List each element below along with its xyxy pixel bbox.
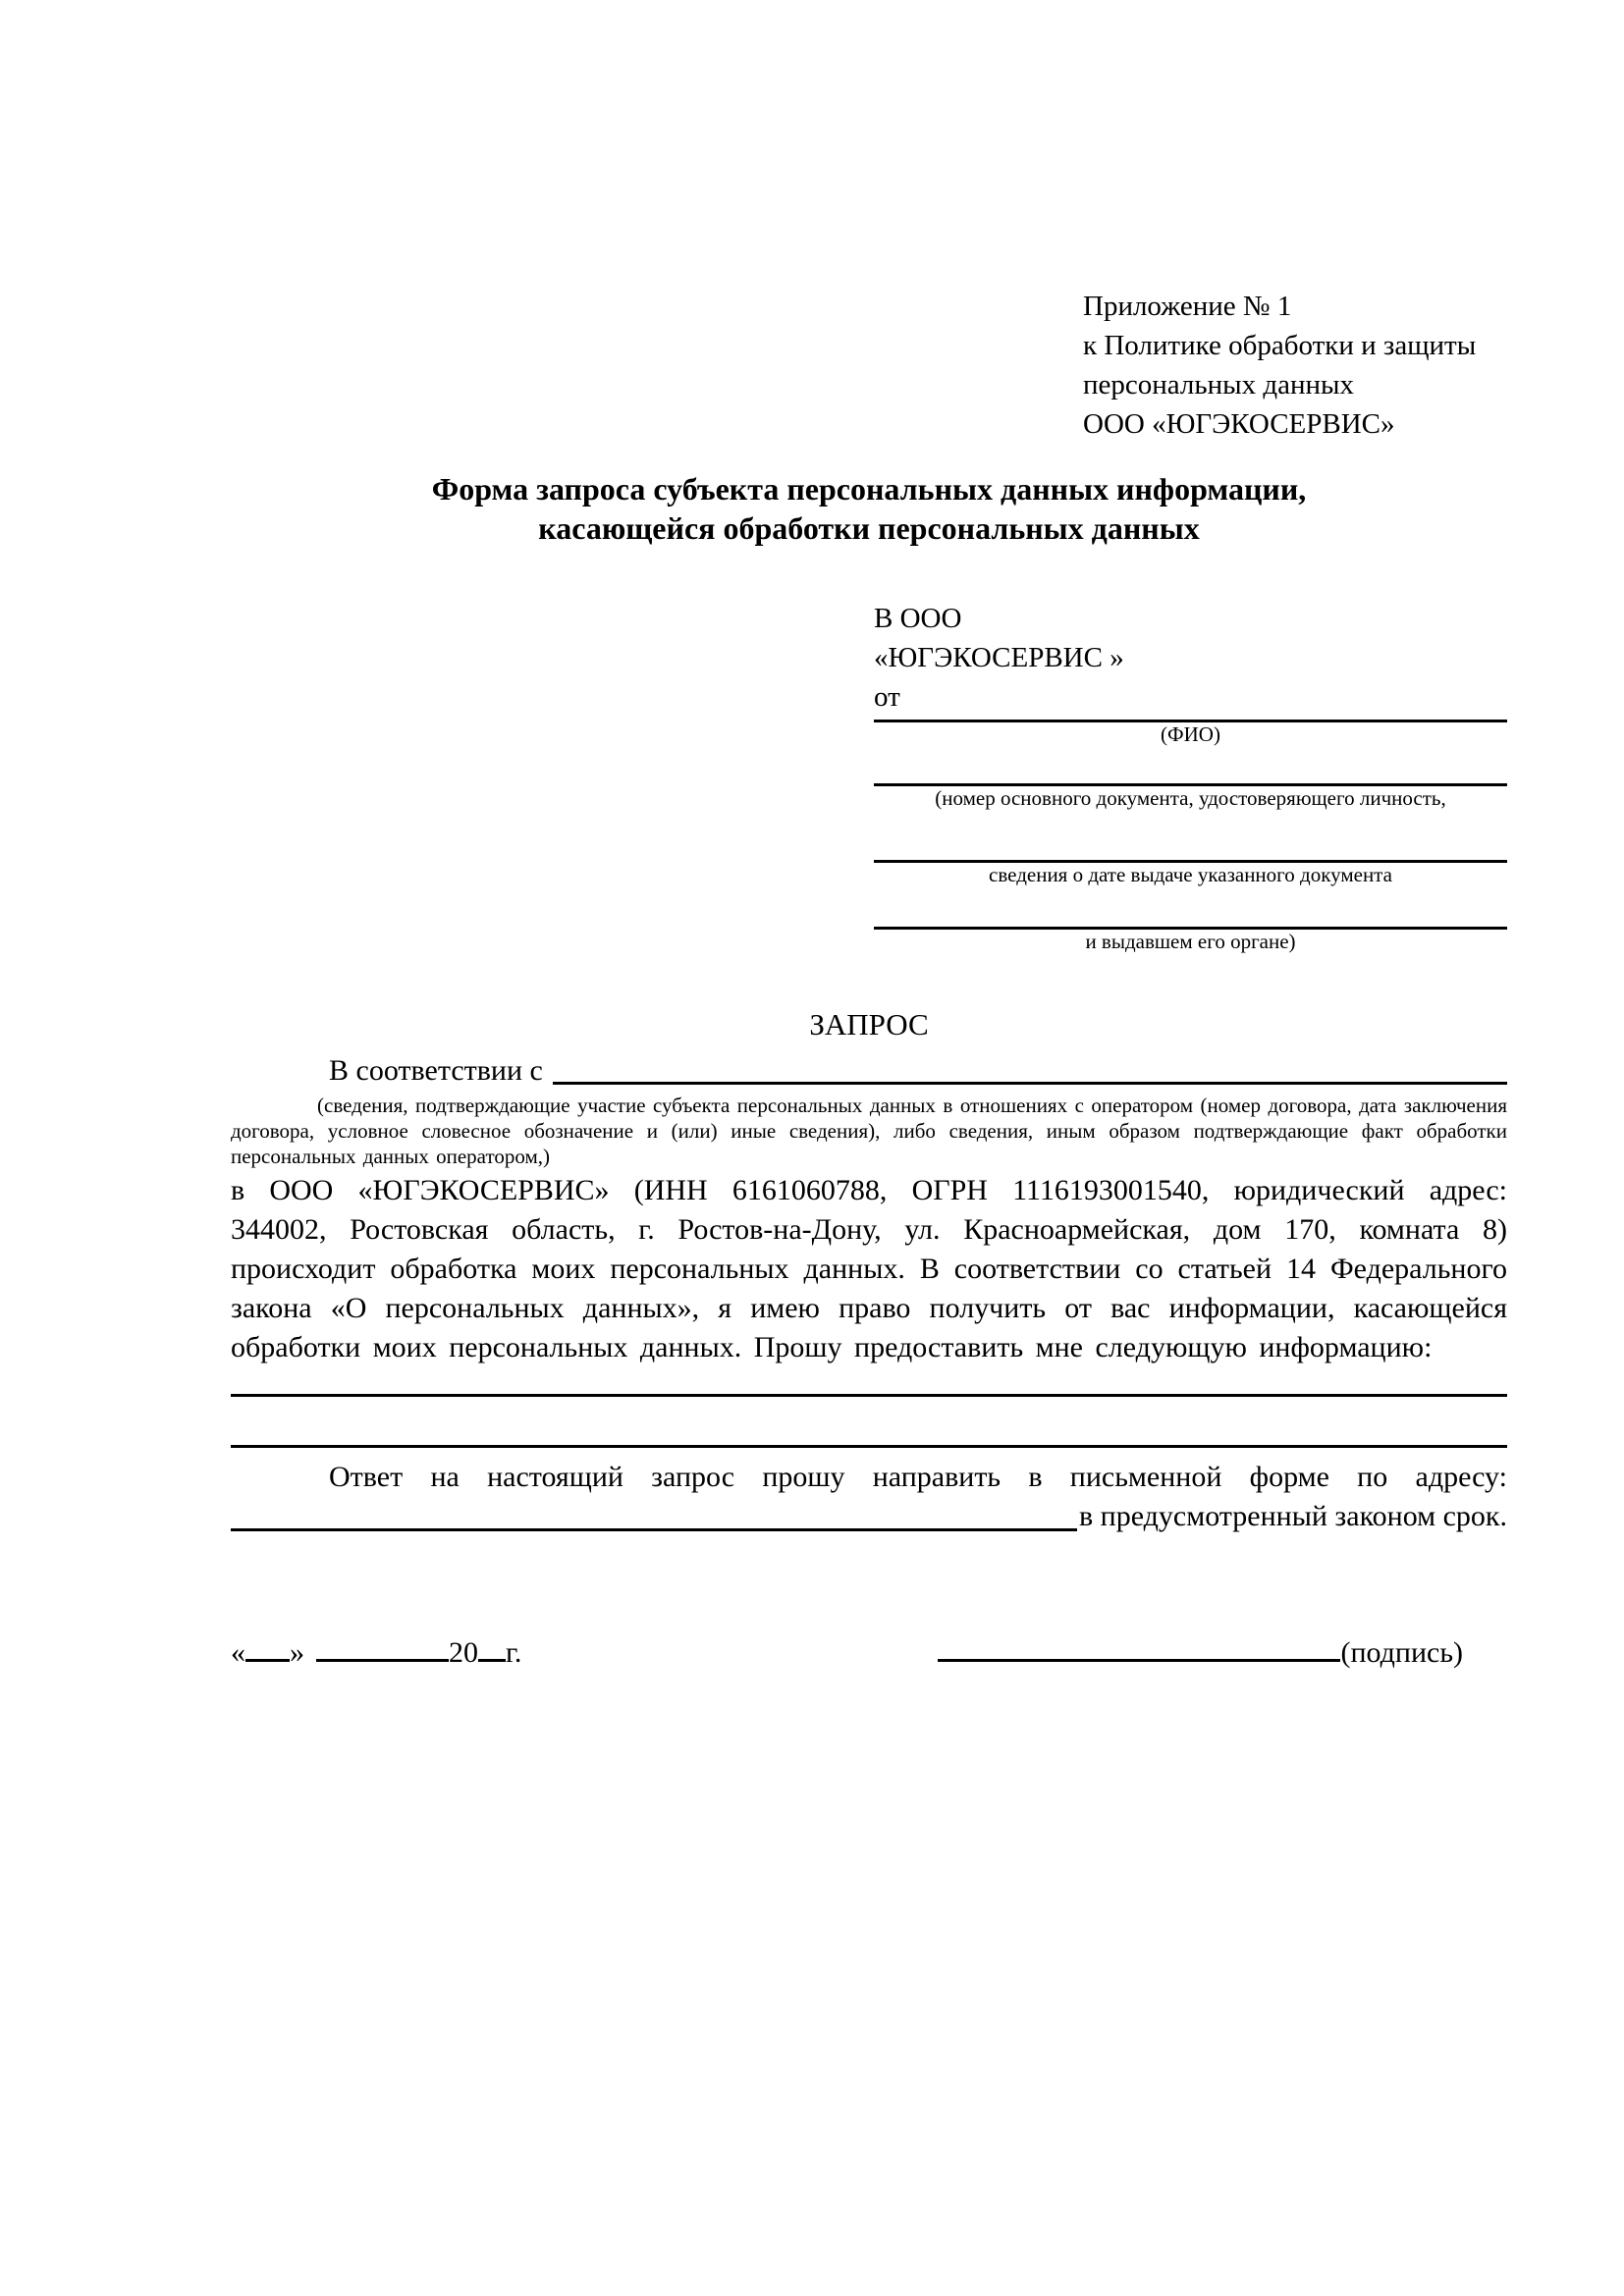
reply-address-sentence: Ответ на настоящий запрос прошу направить в письменной форме по адресу: <box>329 1461 1507 1493</box>
fio-caption: (ФИО) <box>1161 722 1220 746</box>
document-title <box>231 469 1507 548</box>
date-line <box>231 1632 521 1671</box>
date-year-suffix: г. <box>506 1636 522 1669</box>
reply-address-blank-line <box>231 1528 1077 1531</box>
date-year-prefix: 20 <box>449 1636 478 1669</box>
signature-blank <box>938 1632 1340 1662</box>
reply-address-row <box>231 1497 1507 1536</box>
annex-header-line: ООО «ЮГЭКОСЕРВИС» <box>1083 408 1395 440</box>
reply-term-text: в предусмотренный законом срок. <box>1079 1500 1507 1532</box>
date-signature-row <box>231 1632 1507 1671</box>
accordance-label: В соответствии с <box>329 1054 543 1087</box>
signature-line <box>938 1632 1463 1671</box>
date-day-blank <box>245 1632 290 1662</box>
addressee-block <box>874 599 1507 953</box>
date-open-quote: « <box>231 1636 245 1669</box>
information-blank-line-2 <box>231 1397 1507 1448</box>
addressee-company-line2: «ЮГЭКОСЕРВИС » <box>874 642 1124 673</box>
date-close-quote: » <box>290 1636 304 1669</box>
explanatory-note: (сведения, подтверждающие участие субъекта персональных данных в отношениях с оператором (номер договора, дата заключения договора, условное словесное обозначение и (или) иные сведения), либо сведения, иным образом подтверждающие факт обработки персональных данных оператором,) <box>231 1094 1507 1168</box>
annex-header-line: Приложение № 1 <box>1083 291 1292 322</box>
signature-caption: (подпись) <box>1340 1636 1463 1669</box>
date-month-blank <box>316 1632 449 1662</box>
addressee-company-line1: В ООО <box>874 603 962 634</box>
addressee-from-label: от <box>874 681 900 713</box>
accordance-blank-line <box>553 1082 1507 1085</box>
document-title-line1: Форма запроса субъекта персональных данных информации, <box>431 471 1307 507</box>
date-year-blank <box>478 1632 506 1662</box>
request-body-paragraph: в ООО «ЮГЭКОСЕРВИС» (ИНН 6161060788, ОГРН 1116193001540, юридический адрес: 344002, Ростовская область, г. Ростов-на-Дону, ул. Красноармейская, дом 170, комната 8) происходит обработка моих персональных данных. В соответствии со статьей 14 Федерального закона «О персональных данных», я имею право получить от вас информации, касающейся обработки моих персональных данных. Прошу предоставить мне следующую информацию: <box>231 1174 1507 1363</box>
issue-date-caption: сведения о дате выдаче указанного документа <box>989 863 1392 886</box>
annex-header-line: к Политике обработки и защиты <box>1083 330 1477 361</box>
request-heading: ЗАПРОС <box>809 1007 929 1041</box>
issuing-authority-caption: и выдавшем его органе) <box>1085 930 1296 953</box>
annex-header <box>1083 287 1507 444</box>
annex-header-line: персональных данных <box>1083 369 1355 400</box>
accordance-row <box>231 1053 1507 1089</box>
document-title-line2: касающейся обработки персональных данных <box>538 510 1200 546</box>
information-blank-line-1 <box>231 1367 1507 1397</box>
document-number-caption: (номер основного документа, удостоверяющего личность, <box>935 786 1446 810</box>
